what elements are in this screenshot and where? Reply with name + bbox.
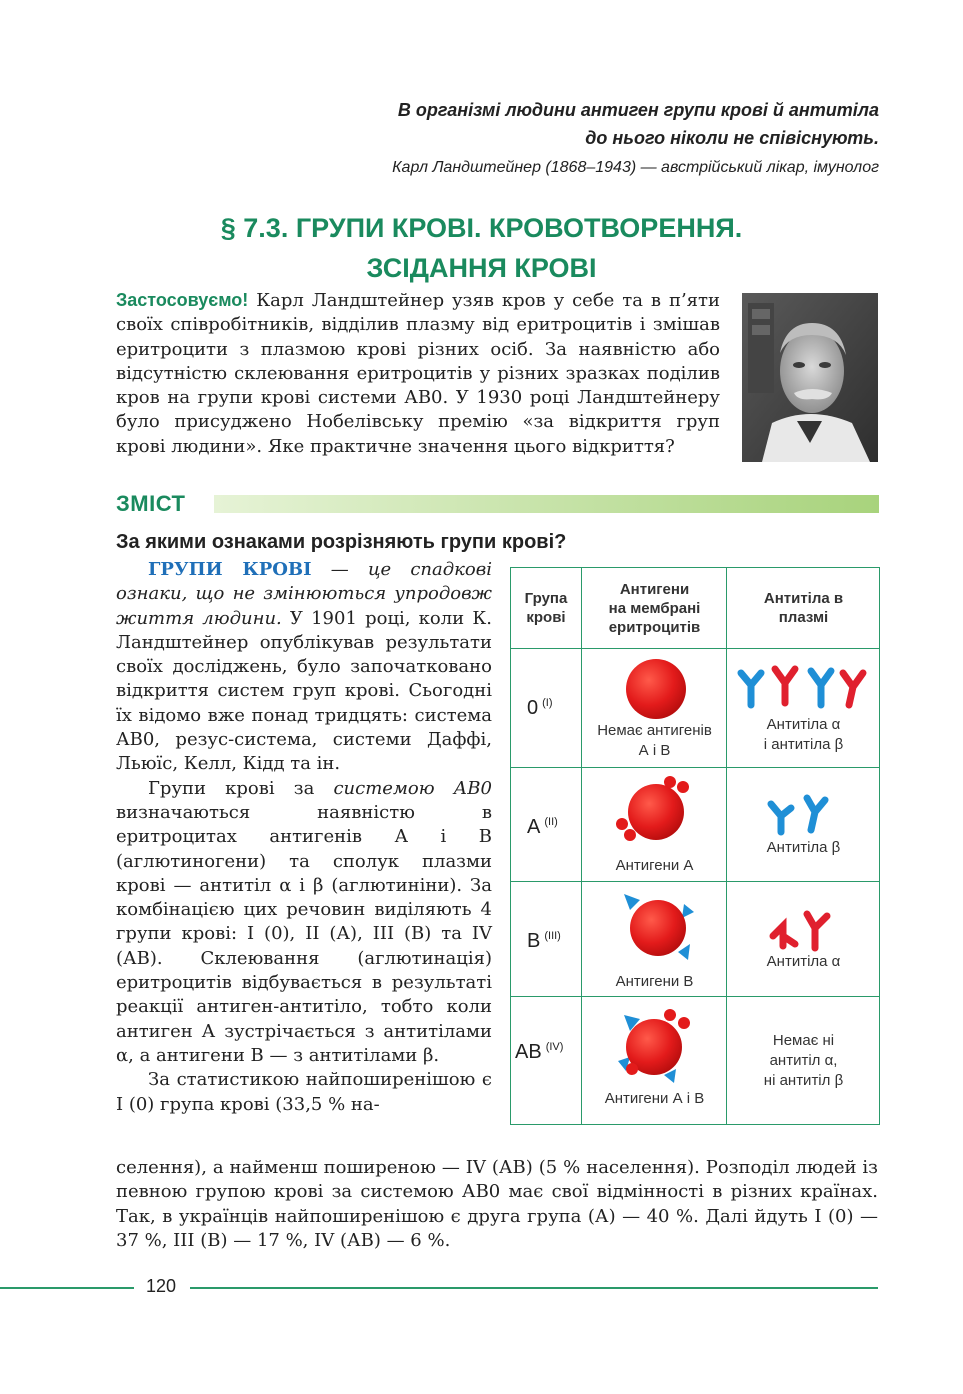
footer-rule-right — [190, 1287, 878, 1289]
p2-system: системою АВ0 — [333, 777, 492, 799]
body-paragraph-3-continued: селення), а найменш поширеною — IV (АВ) (5 % населення). Розподіл людей із певною групою крові за системою АВ0 має свої відмінності в різних країнах. Так, в українців найпоширенішою є друга група (А) — 40 %. Далі йдуть І (0) — 37 %, ІІІ (В) — 17 %, IV (АВ) — 6 %. — [116, 1157, 878, 1251]
section-question: За якими ознаками розрізняють групи крові? — [116, 531, 567, 553]
page-number: 120 — [146, 1276, 177, 1296]
p1-rest: У 1901 році, коли К. Ландштейнер опублікував результати своїх досліджень, було започатковано відкриття систем груп крові. Сьогодні їх відомо вже понад тридцять: система АВ0, резус-система, системи Даффі, Льюїс, Келл, Кідд та ін. — [116, 607, 493, 775]
apply-lead: Застосовуємо! — [116, 290, 249, 310]
epigraph — [392, 96, 879, 182]
p2-b: визначаються наявністю в еритроцитах антигенів А і В (аглютиногени) та сполук плазми крові — антитіл α і β (аглютиніни). За комбінацією цих речовин виділяють 4 групи крові: І (0), ІІ (А), ІІІ (В) та IV (АВ). Склеювання (аглютинація) еритроцитів відбувається в результаті реакції антиген-антитіло, тобто коли антиген А зустрічається з антитілами α, а антигени В — з антитілами β. — [116, 801, 492, 1066]
body-paragraph-2 — [116, 777, 492, 1069]
group-cell: AB $^{(IV)}$ — [515, 1041, 564, 1063]
header-group: Група крові — [524, 590, 568, 626]
epigraph-quote-line1: В організмі людини антиген групи крові й антитіла — [397, 100, 879, 120]
body-paragraph-3: За статистикою найпоширенішою є І (0) група крові (33,5 % на- — [116, 1069, 492, 1115]
antibodies-alpha-beta-icon — [735, 661, 875, 711]
epigraph-author: Карл Ландштейнер (1868–1943) — австрійський лікар, імунолог — [392, 159, 879, 176]
title-line2: ЗСІДАННЯ КРОВІ — [366, 253, 597, 283]
erythrocyte-antigen-a-icon — [612, 774, 702, 848]
table-row — [511, 767, 879, 882]
group-cell: A $^{(II)}$ — [527, 816, 558, 838]
antibodies-beta-icon — [767, 794, 837, 836]
table-row — [511, 996, 879, 1125]
apply-block — [116, 288, 720, 459]
antigen-cell: Антигени В — [581, 882, 727, 997]
antibodies-alpha-icon — [769, 910, 839, 952]
footer-rule-left — [0, 1287, 134, 1289]
apply-text: Карл Ландштейнер узяв кров у себе та в п’яти своїх співробітників, відділив плазму від еритроцитів і змішав еритроцити з плазмою крові різних осіб. За наявністю або відсутністю склеювання еритроцитів у різних зразках поділив кров на групи крові системи АВ0. У 1930 році Ландштейнеру було присуджено Нобелівську премію «за відкриття груп крові людини». Яке практичне значення цього відкриття? — [116, 290, 720, 457]
antigen-cell: Антигени А — [581, 768, 727, 882]
erythrocyte-icon — [624, 657, 688, 721]
antigen-cell: Немає антигенів А і В — [581, 649, 727, 768]
epigraph-quote-line2: до нього ніколи не співіснують. — [585, 128, 879, 148]
group-cell: 0 $^{(I)}$ — [527, 697, 553, 719]
group-cell: B $^{(III)}$ — [527, 930, 561, 952]
title-line1: § 7.3. ГРУПИ КРОВІ. КРОВОТВОРЕННЯ. — [220, 213, 743, 243]
erythrocyte-antigen-b-icon — [618, 890, 698, 966]
section-label: ЗМІСТ — [116, 491, 186, 516]
header-antibodies: Антитіла в плазмі — [726, 568, 880, 648]
blood-group-table — [510, 567, 880, 1125]
antibody-cell: Антитіла α — [726, 882, 880, 997]
header-antigens: Антигени на мембрані еритроцитів — [581, 568, 727, 648]
erythrocyte-antigen-ab-icon — [612, 1005, 702, 1085]
landsteiner-portrait — [742, 293, 878, 462]
p2-a: Групи крові за — [148, 777, 334, 799]
antibody-cell: Антитіла β — [726, 768, 880, 882]
body-paragraph-1 — [116, 558, 492, 777]
table-header-row — [511, 568, 879, 648]
section-bar-gradient — [214, 495, 879, 513]
table-row — [511, 881, 879, 997]
body-column — [116, 558, 492, 1117]
paragraph-title — [0, 208, 963, 288]
term-definition: — це спадкові ознаки, що не змінюються упродовж життя людини. — [116, 559, 492, 629]
antigen-cell: Антигени А і В — [581, 997, 727, 1125]
section-bar — [114, 491, 879, 519]
antibody-cell: Антитіла α і антитіла β — [726, 649, 880, 768]
table-row — [511, 648, 879, 768]
antibody-cell: Немає ні антитіл α, ні антитіл β — [726, 997, 880, 1125]
term-blood-groups: ГРУПИ КРОВІ — [148, 559, 312, 580]
